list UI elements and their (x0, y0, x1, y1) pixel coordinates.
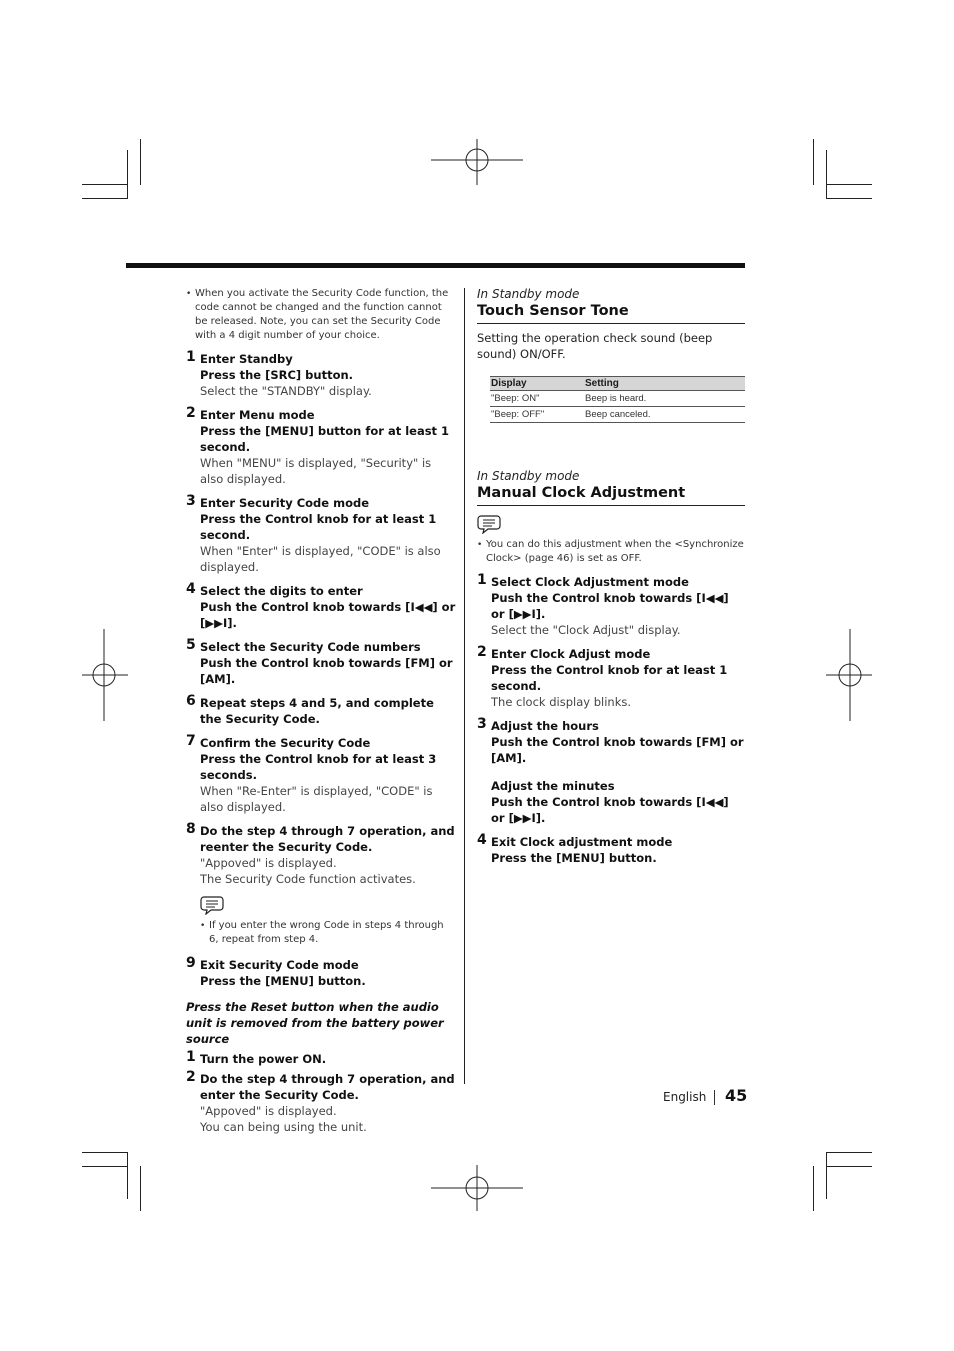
table-row: "Beep: ON" Beep is heard. (490, 391, 745, 407)
note-icon (200, 895, 224, 915)
touch-title: Touch Sensor Tone (477, 301, 745, 324)
clock-mode-label: In Standby mode (477, 469, 580, 483)
security-code-column (186, 287, 456, 1135)
reset-step-2: 2 Do the step 4 through 7 operation, and enter the Security Code. "Appoved" is displayed. You can being using the unit. (186, 1069, 455, 1134)
clock-step-4: 4 Exit Clock adjustment mode Press the [MENU] button. (477, 832, 673, 865)
column-divider (464, 288, 465, 1084)
clock-section (477, 469, 745, 866)
clock-step-1: 1 Select Clock Adjustment mode Push the Control knob towards [I◀◀] or [▶▶I]. Select the "Clock Adjust" display. (477, 572, 729, 637)
intro-note: • When you activate the Security Code function, the code cannot be changed and the function cannot be released. Note, you can set the Security Code with a 4 digit number of your choice. (186, 287, 456, 343)
clock-step-2: 2 Enter Clock Adjust mode Press the Control knob for at least 1 second. The clock display blinks. (477, 644, 728, 709)
registration-mark-top-icon (431, 139, 523, 185)
reset-step-1: 1 Turn the power ON. (186, 1049, 327, 1066)
note-icon (477, 514, 501, 534)
registration-mark-right-icon (826, 629, 872, 721)
step-3: 3 Enter Security Code mode Press the Control knob for at least 1 second. When "Enter" is displayed, "CODE" is also displayed. (186, 493, 441, 574)
beep-settings-table (490, 376, 745, 423)
registration-mark-bottom-icon (431, 1165, 523, 1211)
touch-mode-label: In Standby mode (477, 287, 580, 301)
clock-step-3: 3 Adjust the hours Push the Control knob towards [FM] or [AM]. (477, 716, 744, 765)
clock-note: • You can do this adjustment when the <Synchronize Clock> (page 46) is set as OFF. (477, 538, 745, 566)
touch-sensor-section (477, 287, 745, 423)
clock-step-minutes: Adjust the minutes Push the Control knob towards [I◀◀] or [▶▶I]. (491, 779, 729, 825)
table-row: "Beep: OFF" Beep canceled. (490, 407, 745, 423)
registration-mark-left-icon (82, 629, 128, 721)
page-number: 45 (725, 1086, 748, 1105)
step-6: 6 Repeat steps 4 and 5, and complete the Security Code. (186, 693, 434, 726)
footer-language: English (663, 1090, 707, 1104)
table-header-setting: Setting (584, 377, 745, 391)
step-4: 4 Select the digits to enter Push the Control knob towards [I◀◀] or [▶▶I]. (186, 581, 456, 630)
step-2: 2 Enter Menu mode Press the [MENU] button for at least 1 second. When "MENU" is displayed, "Security" is also displayed. (186, 405, 450, 486)
table-header-display: Display (490, 377, 584, 391)
reset-heading: Press the Reset button when the audio unit is removed from the battery power source (186, 1000, 444, 1046)
touch-description: Setting the operation check sound (beep sound) ON/OFF. (477, 331, 713, 361)
step-1: 1 Enter Standby Press the [SRC] button. Select the "STANDBY" display. (186, 349, 372, 398)
settings-column (477, 287, 745, 866)
page-footer (663, 1088, 753, 1108)
step-9: 9 Exit Security Code mode Press the [MENU] button. (186, 955, 366, 988)
step-8: 8 Do the step 4 through 7 operation, and reenter the Security Code. "Appoved" is displayed. The Security Code function activates. • If you enter the wrong Code in steps 4 through 6, repeat from step 4. (186, 823, 456, 947)
step-5: 5 Select the Security Code numbers Push the Control knob towards [FM] or [AM]. (186, 637, 453, 686)
clock-title: Manual Clock Adjustment (477, 483, 745, 506)
header-rule (126, 263, 745, 268)
step-7: 7 Confirm the Security Code Press the Control knob for at least 3 seconds. When "Re-Enter" is displayed, "CODE" is also displayed. (186, 733, 437, 814)
step8-note: • If you enter the wrong Code in steps 4 through 6, repeat from step 4. (200, 919, 456, 947)
footer-separator (714, 1090, 715, 1105)
